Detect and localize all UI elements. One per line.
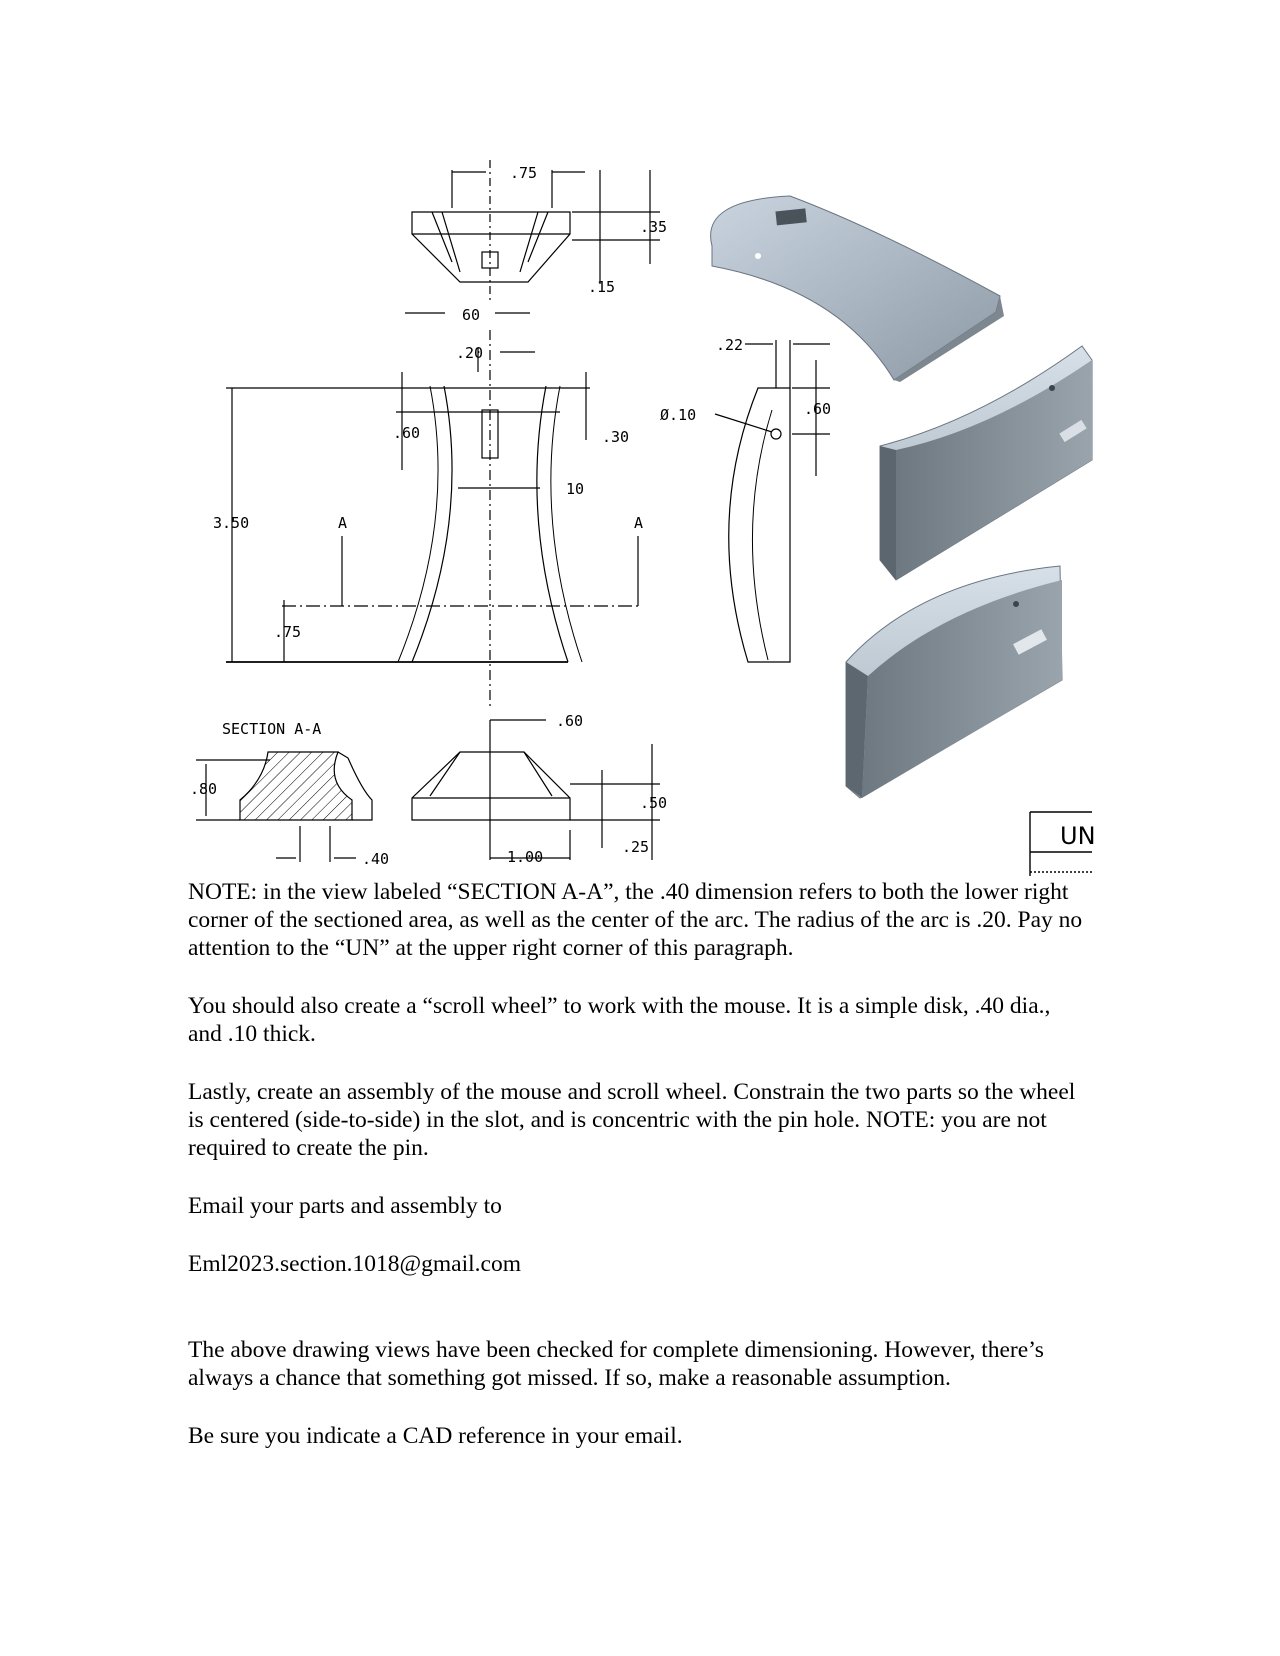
dim-pin-hole: Ø.10 — [660, 406, 697, 424]
note-paragraph-6: The above drawing views have been checked for complete dimensioning. However, there’s always a chance that something got missed. If so, make a reasonable assumption. — [188, 1337, 1044, 1391]
section-view — [196, 752, 372, 862]
note-paragraph-4: Email your parts and assembly to — [188, 1193, 502, 1219]
note-paragraph-2: You should also create a “scroll wheel” to work with the mouse. It is a simple disk, .40 dia., and .10 thick. — [188, 993, 1051, 1047]
notes-section — [188, 878, 1088, 1480]
dim-top-base: 60 — [462, 306, 481, 324]
dim-slot-width: .20 — [456, 344, 484, 362]
dim-top-width: .75 — [510, 164, 538, 182]
dim-section-thickness: .80 — [190, 780, 218, 798]
dim-top-offset: .15 — [588, 278, 616, 296]
dim-bottom-base: .25 — [622, 838, 650, 856]
title-block-text: UN — [1060, 822, 1096, 850]
iso-view-middle — [880, 346, 1092, 580]
iso-view-bottom — [846, 566, 1062, 798]
dim-bottom-width: 1.00 — [507, 848, 544, 866]
note-paragraph-3: Lastly, create an assembly of the mouse and scroll wheel. Constrain the two parts so the wheel is centered (side-to-side) in the slot, and is concentric with the pin hole. NOTE: you are not required to create the pin. — [188, 1079, 1076, 1161]
dim-overall-length: 3.50 — [213, 514, 250, 532]
note-paragraph-7: Be sure you indicate a CAD reference in your email. — [188, 1423, 683, 1449]
dim-slot-depth: .30 — [602, 428, 630, 446]
dim-bottom-height: .50 — [640, 794, 668, 812]
dim-slot-length: .60 — [393, 424, 421, 442]
cut-label-left: A — [338, 514, 348, 532]
dim-top-height: .35 — [640, 218, 668, 236]
dim-slot-thin: 10 — [566, 480, 585, 498]
cut-label-right: A — [634, 514, 644, 532]
section-label: SECTION A-A — [222, 720, 322, 738]
iso-view-top — [711, 196, 1004, 382]
front-view — [226, 330, 640, 710]
dim-side-top: .22 — [716, 336, 744, 354]
dim-section-offset: .40 — [362, 850, 390, 868]
dim-bottom-top: .60 — [556, 712, 584, 730]
email-address: Eml2023.section.1018@gmail.com — [188, 1251, 521, 1277]
top-view — [405, 160, 660, 313]
dim-side-height: .60 — [804, 400, 832, 418]
note-paragraph-1: NOTE: in the view labeled “SECTION A-A”, the .40 dimension refers to both the lower right corner of the sectioned area, as well as the center of the arc. The radius of the arc is .20. Pay no attention to the “UN” at the upper right corner of this paragraph. — [188, 879, 1083, 961]
side-view — [715, 340, 830, 662]
dim-section-height: .75 — [274, 623, 302, 641]
